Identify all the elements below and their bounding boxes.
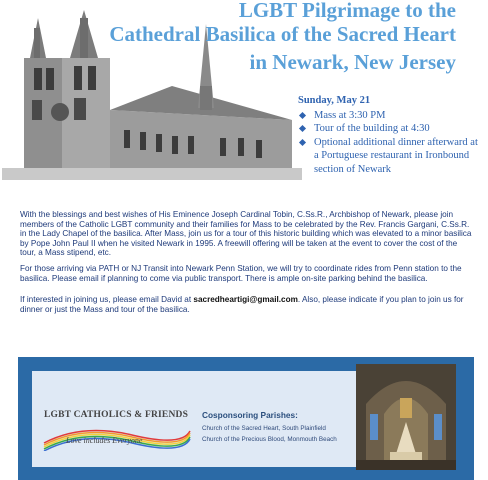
diamond-bullet-icon bbox=[299, 111, 306, 118]
schedule-item: Tour of the building at 4:30 bbox=[298, 122, 484, 136]
paragraph-blessings: With the blessings and best wishes of His Eminence Joseph Cardinal Tobin, C.Ss.R., Archbishop of Newark, please join members of the Catholic LGBT community and their families for Mass to be celebrated by the Rev. Francis Gargani, C.Ss.R. in the Lady Chapel of the basilica. After Mass, join us for a tour of this historic building which was elevated to a minor basilica by Pope John Paul II when he visited Newark in 1995. A freewill offering will be taken at the event to cover the cost of the tour, a Mass stipend, etc. bbox=[20, 210, 472, 258]
paragraph-transport: For those arriving via PATH or NJ Transit into Newark Penn Station, we will try to coordinate rides from Penn station to the basilica. Please email if planning to come via public transport. There is ample on-site parking behind the basilica. bbox=[20, 263, 462, 283]
logo-tagline: Love includes Everyone bbox=[66, 436, 143, 445]
schedule-item: Optional additional dinner afterward at a Portuguese restaurant in Ironbound section of Newark bbox=[298, 136, 484, 177]
logo-name: LGBT CATHOLICS & FRIENDS bbox=[44, 410, 189, 420]
diamond-bullet-icon bbox=[299, 125, 306, 132]
paragraph-contact: If interested in joining us, please email David at sacredheartigi@gmail.com. Also, please indicate if you plan to join us for dinner or just the Mass and tour of the basilica. bbox=[20, 295, 464, 314]
cosponsoring-parishes bbox=[202, 410, 362, 445]
contact-email-link[interactable]: sacredheartigi@gmail.com bbox=[193, 295, 298, 305]
event-details bbox=[298, 94, 484, 176]
headline-line-1: LGBT Pilgrimage to the bbox=[238, 0, 456, 22]
lgbt-catholics-logo bbox=[42, 406, 192, 456]
sponsor-panel bbox=[32, 371, 360, 467]
headline-line-3: in Newark, New Jersey bbox=[249, 50, 456, 74]
diamond-bullet-icon bbox=[299, 138, 306, 145]
cathedral-interior-image bbox=[356, 364, 456, 470]
event-schedule-list bbox=[298, 109, 484, 177]
event-date: Sunday, May 21 bbox=[298, 95, 371, 106]
parishes-heading: Cosponsoring Parishes: bbox=[202, 410, 298, 420]
body-text bbox=[20, 210, 472, 320]
parish-item: Church of the Precious Blood, Monmouth Beach bbox=[202, 436, 337, 443]
parish-item: Church of the Sacred Heart, South Plainfield bbox=[202, 425, 326, 432]
schedule-item: Mass at 3:30 PM bbox=[298, 109, 484, 123]
headline-line-2: Cathedral Basilica of the Sacred Heart bbox=[109, 22, 456, 46]
